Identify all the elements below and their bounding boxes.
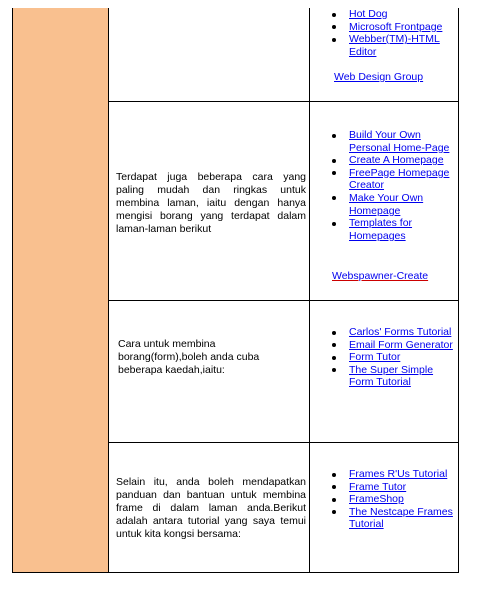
list-item[interactable] <box>330 154 458 167</box>
link-build-your-own[interactable]: Build Your Own Personal Home-Page <box>349 129 450 154</box>
table-bottom-border <box>12 572 459 573</box>
link-carlos-forms-tutorial[interactable]: Carlos' Forms Tutorial <box>349 326 452 338</box>
link-frames-r-us-tutorial[interactable]: Frames R'Us Tutorial <box>349 468 448 480</box>
link-list-homepage-creators <box>330 129 458 242</box>
link-frameshop[interactable]: FrameShop <box>349 493 404 506</box>
row-paragraph-frames: Selain itu, anda boleh mendapatkan panduan dan bantuan untuk membina frame di dalam laman anda.Berikut adalah antara tutorial yang saya temui untuk kita kongsi bersama: <box>116 476 306 540</box>
link-make-your-own-homepage[interactable]: Make Your Own Homepage <box>349 191 424 217</box>
list-item[interactable] <box>330 364 458 389</box>
link-hot-dog[interactable]: Hot Dog <box>349 8 388 20</box>
row-divider <box>109 300 459 301</box>
link-nestcape-frames-tutorial[interactable]: The Nestcape Frames Tutorial <box>349 505 453 531</box>
link-frame-tutor[interactable]: Frame Tutor <box>349 480 407 493</box>
webspawner-create-link[interactable]: Webspawner-Create <box>332 270 429 282</box>
link-list-frames <box>330 468 458 531</box>
list-item[interactable] <box>330 167 458 192</box>
link-webber-html-editor[interactable]: Webber(TM)-HTML Editor <box>349 33 440 58</box>
list-item[interactable] <box>330 351 458 364</box>
web-design-group-link[interactable]: Web Design Group <box>334 71 424 83</box>
list-item[interactable] <box>330 33 458 58</box>
column-divider <box>309 8 310 573</box>
list-item[interactable] <box>330 129 458 154</box>
table-right-border <box>458 8 459 573</box>
link-super-simple-form-tutorial[interactable]: The Super Simple Form Tutorial <box>349 363 434 389</box>
link-create-a-homepage[interactable]: Create A Homepage <box>349 154 444 167</box>
list-item[interactable] <box>330 326 458 339</box>
row-paragraph-forms: Cara untuk membina borang(form),boleh anda cuba beberapa kaedah,iaitu: <box>118 338 260 376</box>
list-item[interactable] <box>330 493 458 506</box>
row-divider <box>109 442 459 443</box>
list-item[interactable] <box>330 21 458 34</box>
list-item[interactable] <box>330 217 458 242</box>
list-item[interactable] <box>330 192 458 217</box>
link-form-tutor[interactable]: Form Tutor <box>349 351 401 364</box>
list-item[interactable] <box>330 506 458 531</box>
list-item[interactable] <box>330 8 458 21</box>
list-item[interactable] <box>330 481 458 494</box>
link-list-forms <box>330 326 458 389</box>
link-microsoft-frontpage[interactable]: Microsoft Frontpage <box>349 20 443 33</box>
link-templates-for-homepages[interactable]: Templates for Homepages <box>349 217 413 242</box>
link-list-web-editors <box>330 8 458 58</box>
row-divider <box>109 101 459 102</box>
link-email-form-generator[interactable]: Email Form Generator <box>349 338 453 351</box>
row-paragraph-homepage-creators: Terdapat juga beberapa cara yang paling mudah dan ringkas untuk membina laman, iaitu dengan hanya mengisi borang yang terdapat dalam laman-laman berikut <box>116 171 306 235</box>
list-item[interactable] <box>330 468 458 481</box>
link-freepage-creator[interactable]: FreePage Homepage Creator <box>349 166 450 192</box>
list-item[interactable] <box>330 339 458 352</box>
decorative-side-column <box>12 8 109 573</box>
